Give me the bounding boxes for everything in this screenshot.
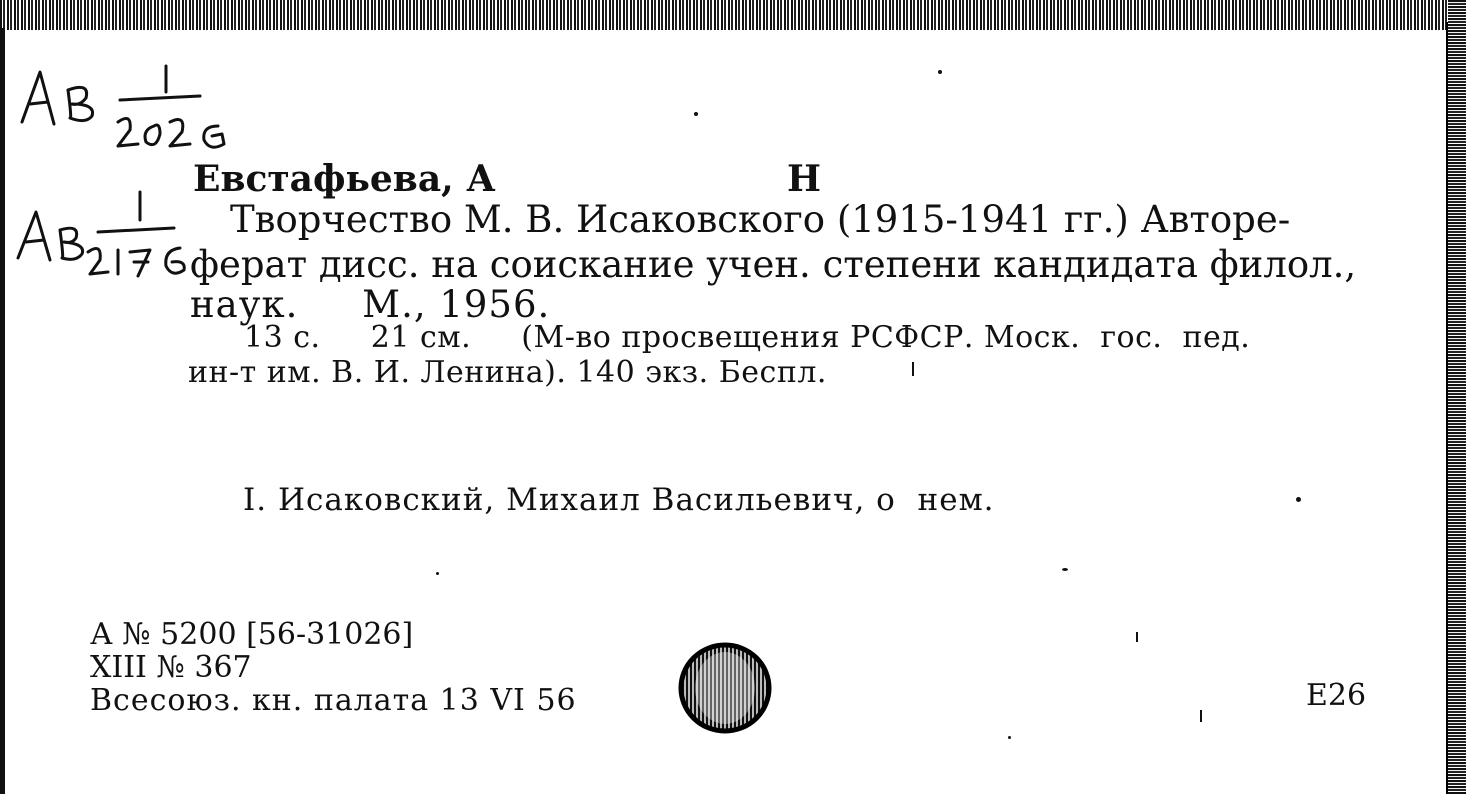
card-hole-stamp xyxy=(678,642,772,734)
footer-series: XIII № 367 xyxy=(90,650,252,685)
classification-code: Е26 xyxy=(1306,678,1367,713)
collation-line-1: 13 с. 21 см. (М-во просвещения РСФСР. Моск. гос. пед. xyxy=(244,320,1251,355)
shelfmark-2-text: 2176 xyxy=(14,190,17,191)
scan-speck xyxy=(694,112,698,116)
handwritten-shelfmark-2 xyxy=(14,190,194,290)
scan-speck xyxy=(938,70,942,74)
card-border-right xyxy=(1446,22,1448,794)
scan-edge-top xyxy=(0,0,1466,30)
title-line-3: наук. М., 1956. xyxy=(190,283,551,326)
author-name: Евстафьева, А xyxy=(193,158,496,200)
scan-speck xyxy=(912,362,914,376)
scan-speck xyxy=(1062,568,1068,571)
handwritten-shelfmark-1 xyxy=(14,60,244,160)
title-line-1: Творчество М. В. Исаковского (1915-1941 гг.) Авторе- xyxy=(230,198,1291,241)
footer-registration: А № 5200 [56-31026] xyxy=(90,617,414,652)
footer-chamber: Всесоюз. кн. палата 13 VI 56 xyxy=(90,683,577,718)
scan-speck xyxy=(1296,497,1301,502)
scan-edge-right xyxy=(1448,0,1466,794)
author-initial: Н xyxy=(787,158,822,200)
scan-speck xyxy=(1008,736,1011,739)
collation-line-2: ин-т им. В. И. Ленина). 140 экз. Беспл. xyxy=(188,355,827,390)
scan-edge-left xyxy=(0,28,5,794)
scan-speck xyxy=(436,572,439,575)
subject-heading: I. Исаковский, Михаил Васильевич, о нем. xyxy=(243,482,995,518)
scan-speck xyxy=(1136,632,1138,642)
scan-speck xyxy=(1200,710,1202,722)
title-line-2: ферат дисс. на соискание учен. степени кандидата филол., xyxy=(190,243,1357,286)
shelfmark-1-text: 2026 xyxy=(14,60,17,61)
